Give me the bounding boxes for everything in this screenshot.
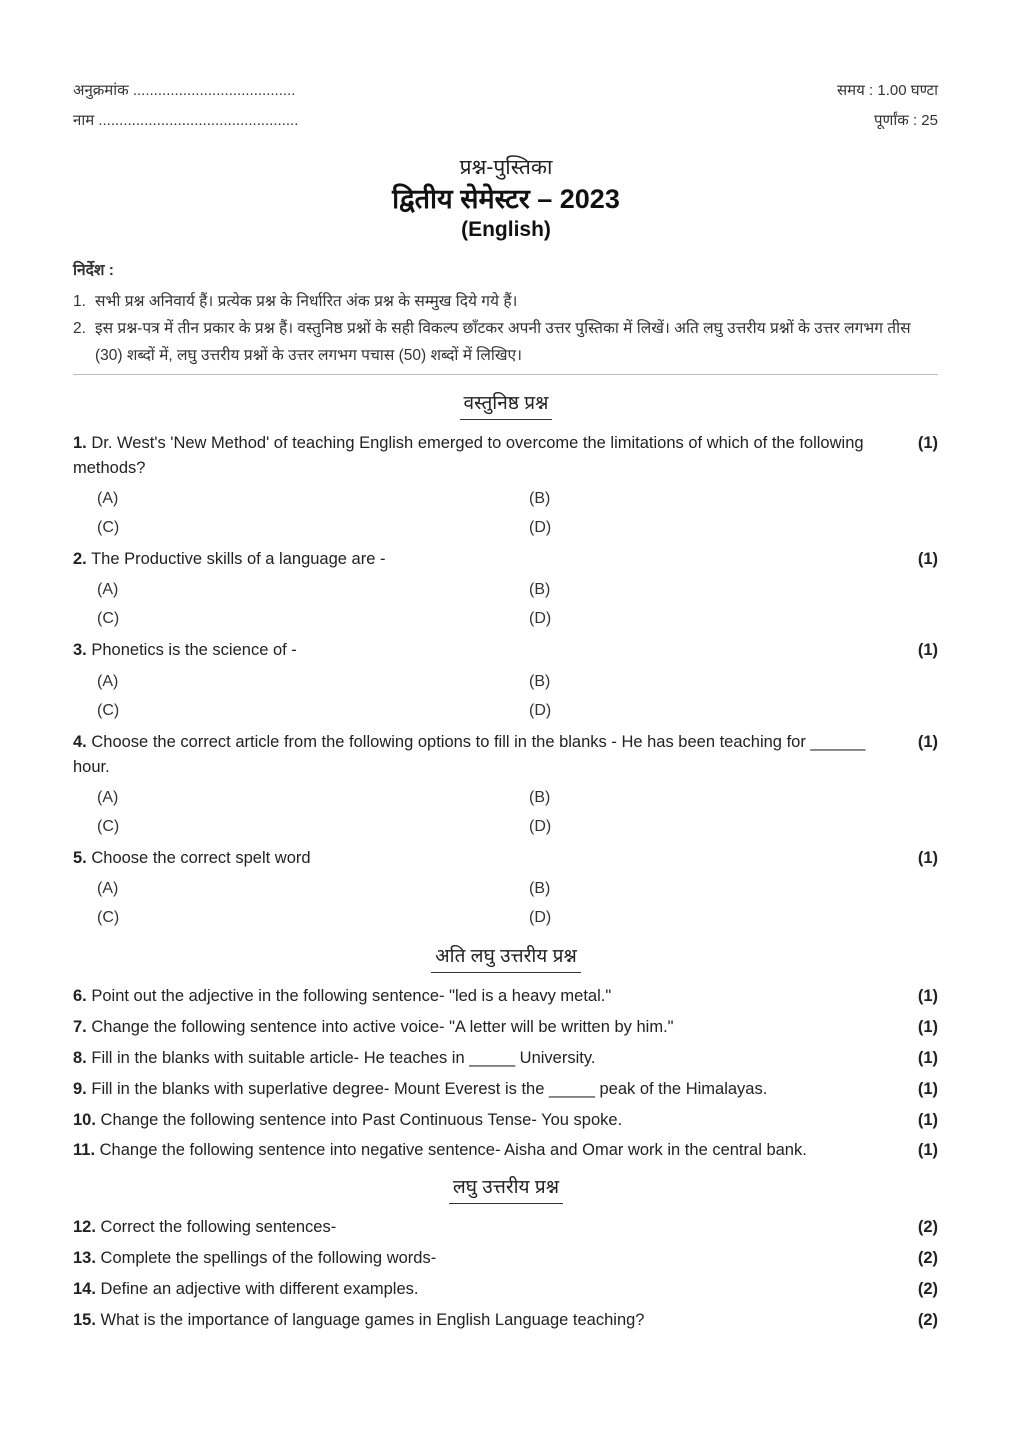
- question-marks: (1): [917, 641, 938, 659]
- option-c: (C): [97, 909, 120, 926]
- question-14: 14. Define an adjective with different examples. (2): [73, 1277, 938, 1302]
- option-d: (D): [529, 702, 552, 719]
- options-question-4: [97, 787, 747, 845]
- question-1: 1. Dr. West's 'New Method' of teaching English emerged to overcome the limitations of which of the following methods? (1): [73, 431, 938, 481]
- semester-title: द्वितीय सेमेस्टर – 2023: [392, 184, 620, 214]
- question-15: 15. What is the importance of language games in English Language teaching? (2): [73, 1308, 938, 1333]
- question-marks: (2): [917, 1280, 938, 1298]
- question-marks: (1): [917, 849, 938, 867]
- question-4: 4. Choose the correct article from the following options to fill in the blanks - He has been teaching for ______ hour. (1): [73, 730, 938, 780]
- question-12: 12. Correct the following sentences- (2): [73, 1215, 938, 1240]
- question-8: 8. Fill in the blanks with suitable article- He teaches in _____ University. (1): [73, 1046, 938, 1071]
- question-marks: (1): [917, 1111, 938, 1129]
- option-b: (B): [529, 880, 551, 897]
- question-marks: (2): [917, 1249, 938, 1267]
- instructions: [73, 258, 938, 369]
- question-7: 7. Change the following sentence into active voice- "A letter will be written by him." (1): [73, 1015, 938, 1040]
- question-marks: (1): [917, 434, 938, 452]
- question-marks: (1): [917, 550, 938, 568]
- options-question-3: [97, 671, 747, 729]
- option-a: (A): [97, 490, 119, 507]
- option-d: (D): [529, 610, 552, 627]
- option-b: (B): [529, 673, 551, 690]
- question-2: 2. The Productive skills of a language are - (1): [73, 547, 938, 572]
- question-marks: (2): [917, 1311, 938, 1329]
- options-question-1: [97, 488, 747, 546]
- option-c: (C): [97, 818, 120, 835]
- options-question-2: [97, 579, 747, 637]
- booklet-title: प्रश्न-पुस्तिका: [459, 156, 553, 179]
- question-marks: (2): [917, 1218, 938, 1236]
- time-label: समय : 1.00 घण्टा: [837, 82, 938, 99]
- section-heading-very-short: अति लघु उत्तरीय प्रश्न: [0, 943, 1012, 973]
- instruction-item: 2. इस प्रश्न-पत्र में तीन प्रकार के प्रश्न हैं। वस्तुनिष्ठ प्रश्नों के सही विकल्प छाँटकर अपनी उत्तर पुस्तिका में लिखें। अति लघु उत्तरीय प्रश्नों के उत्तर लगभग तीस (30) शब्दों में, लघु उत्तरीय प्रश्नों के उत्तर लगभग पचास (50) शब्दों में लिखिए।: [73, 320, 911, 364]
- question-marks: (1): [917, 733, 938, 751]
- option-c: (C): [97, 519, 120, 536]
- section-heading-objective: वस्तुनिष्ठ प्रश्न: [0, 390, 1012, 420]
- option-d: (D): [529, 818, 552, 835]
- question-9: 9. Fill in the blanks with superlative degree- Mount Everest is the _____ peak of the Himalayas. (1): [73, 1077, 938, 1102]
- option-a: (A): [97, 673, 119, 690]
- question-marks: (1): [917, 1049, 938, 1067]
- question-3: 3. Phonetics is the science of - (1): [73, 638, 938, 663]
- divider: [73, 374, 938, 375]
- options-question-5: [97, 878, 747, 936]
- roll-number-label: अनुक्रमांक .......................................: [73, 82, 296, 99]
- total-marks-label: पूर्णांक : 25: [874, 112, 938, 129]
- option-c: (C): [97, 702, 120, 719]
- option-d: (D): [529, 519, 552, 536]
- question-13: 13. Complete the spellings of the following words- (2): [73, 1246, 938, 1271]
- instruction-item: 1. सभी प्रश्न अनिवार्य हैं। प्रत्येक प्रश्न के निर्धारित अंक प्रश्न के सम्मुख दिये गये हैं।: [73, 293, 518, 310]
- subject-title: (English): [461, 218, 551, 241]
- section-heading-short: लघु उत्तरीय प्रश्न: [0, 1174, 1012, 1204]
- question-marks: (1): [917, 1080, 938, 1098]
- option-c: (C): [97, 610, 120, 627]
- question-11: 11. Change the following sentence into negative sentence- Aisha and Omar work in the central bank. (1): [73, 1138, 938, 1163]
- option-d: (D): [529, 909, 552, 926]
- instructions-label: निर्देश :: [73, 262, 114, 279]
- title-block: [0, 154, 1012, 244]
- option-a: (A): [97, 789, 119, 806]
- question-marks: (1): [917, 987, 938, 1005]
- name-label: नाम ................................................: [73, 112, 299, 129]
- option-b: (B): [529, 581, 551, 598]
- option-a: (A): [97, 880, 119, 897]
- option-b: (B): [529, 490, 551, 507]
- option-b: (B): [529, 789, 551, 806]
- option-a: (A): [97, 581, 119, 598]
- question-marks: (1): [917, 1018, 938, 1036]
- question-5: 5. Choose the correct spelt word (1): [73, 846, 938, 871]
- question-marks: (1): [917, 1141, 938, 1159]
- question-6: 6. Point out the adjective in the following sentence- "led is a heavy metal." (1): [73, 984, 938, 1009]
- question-10: 10. Change the following sentence into Past Continuous Tense- You spoke. (1): [73, 1108, 938, 1133]
